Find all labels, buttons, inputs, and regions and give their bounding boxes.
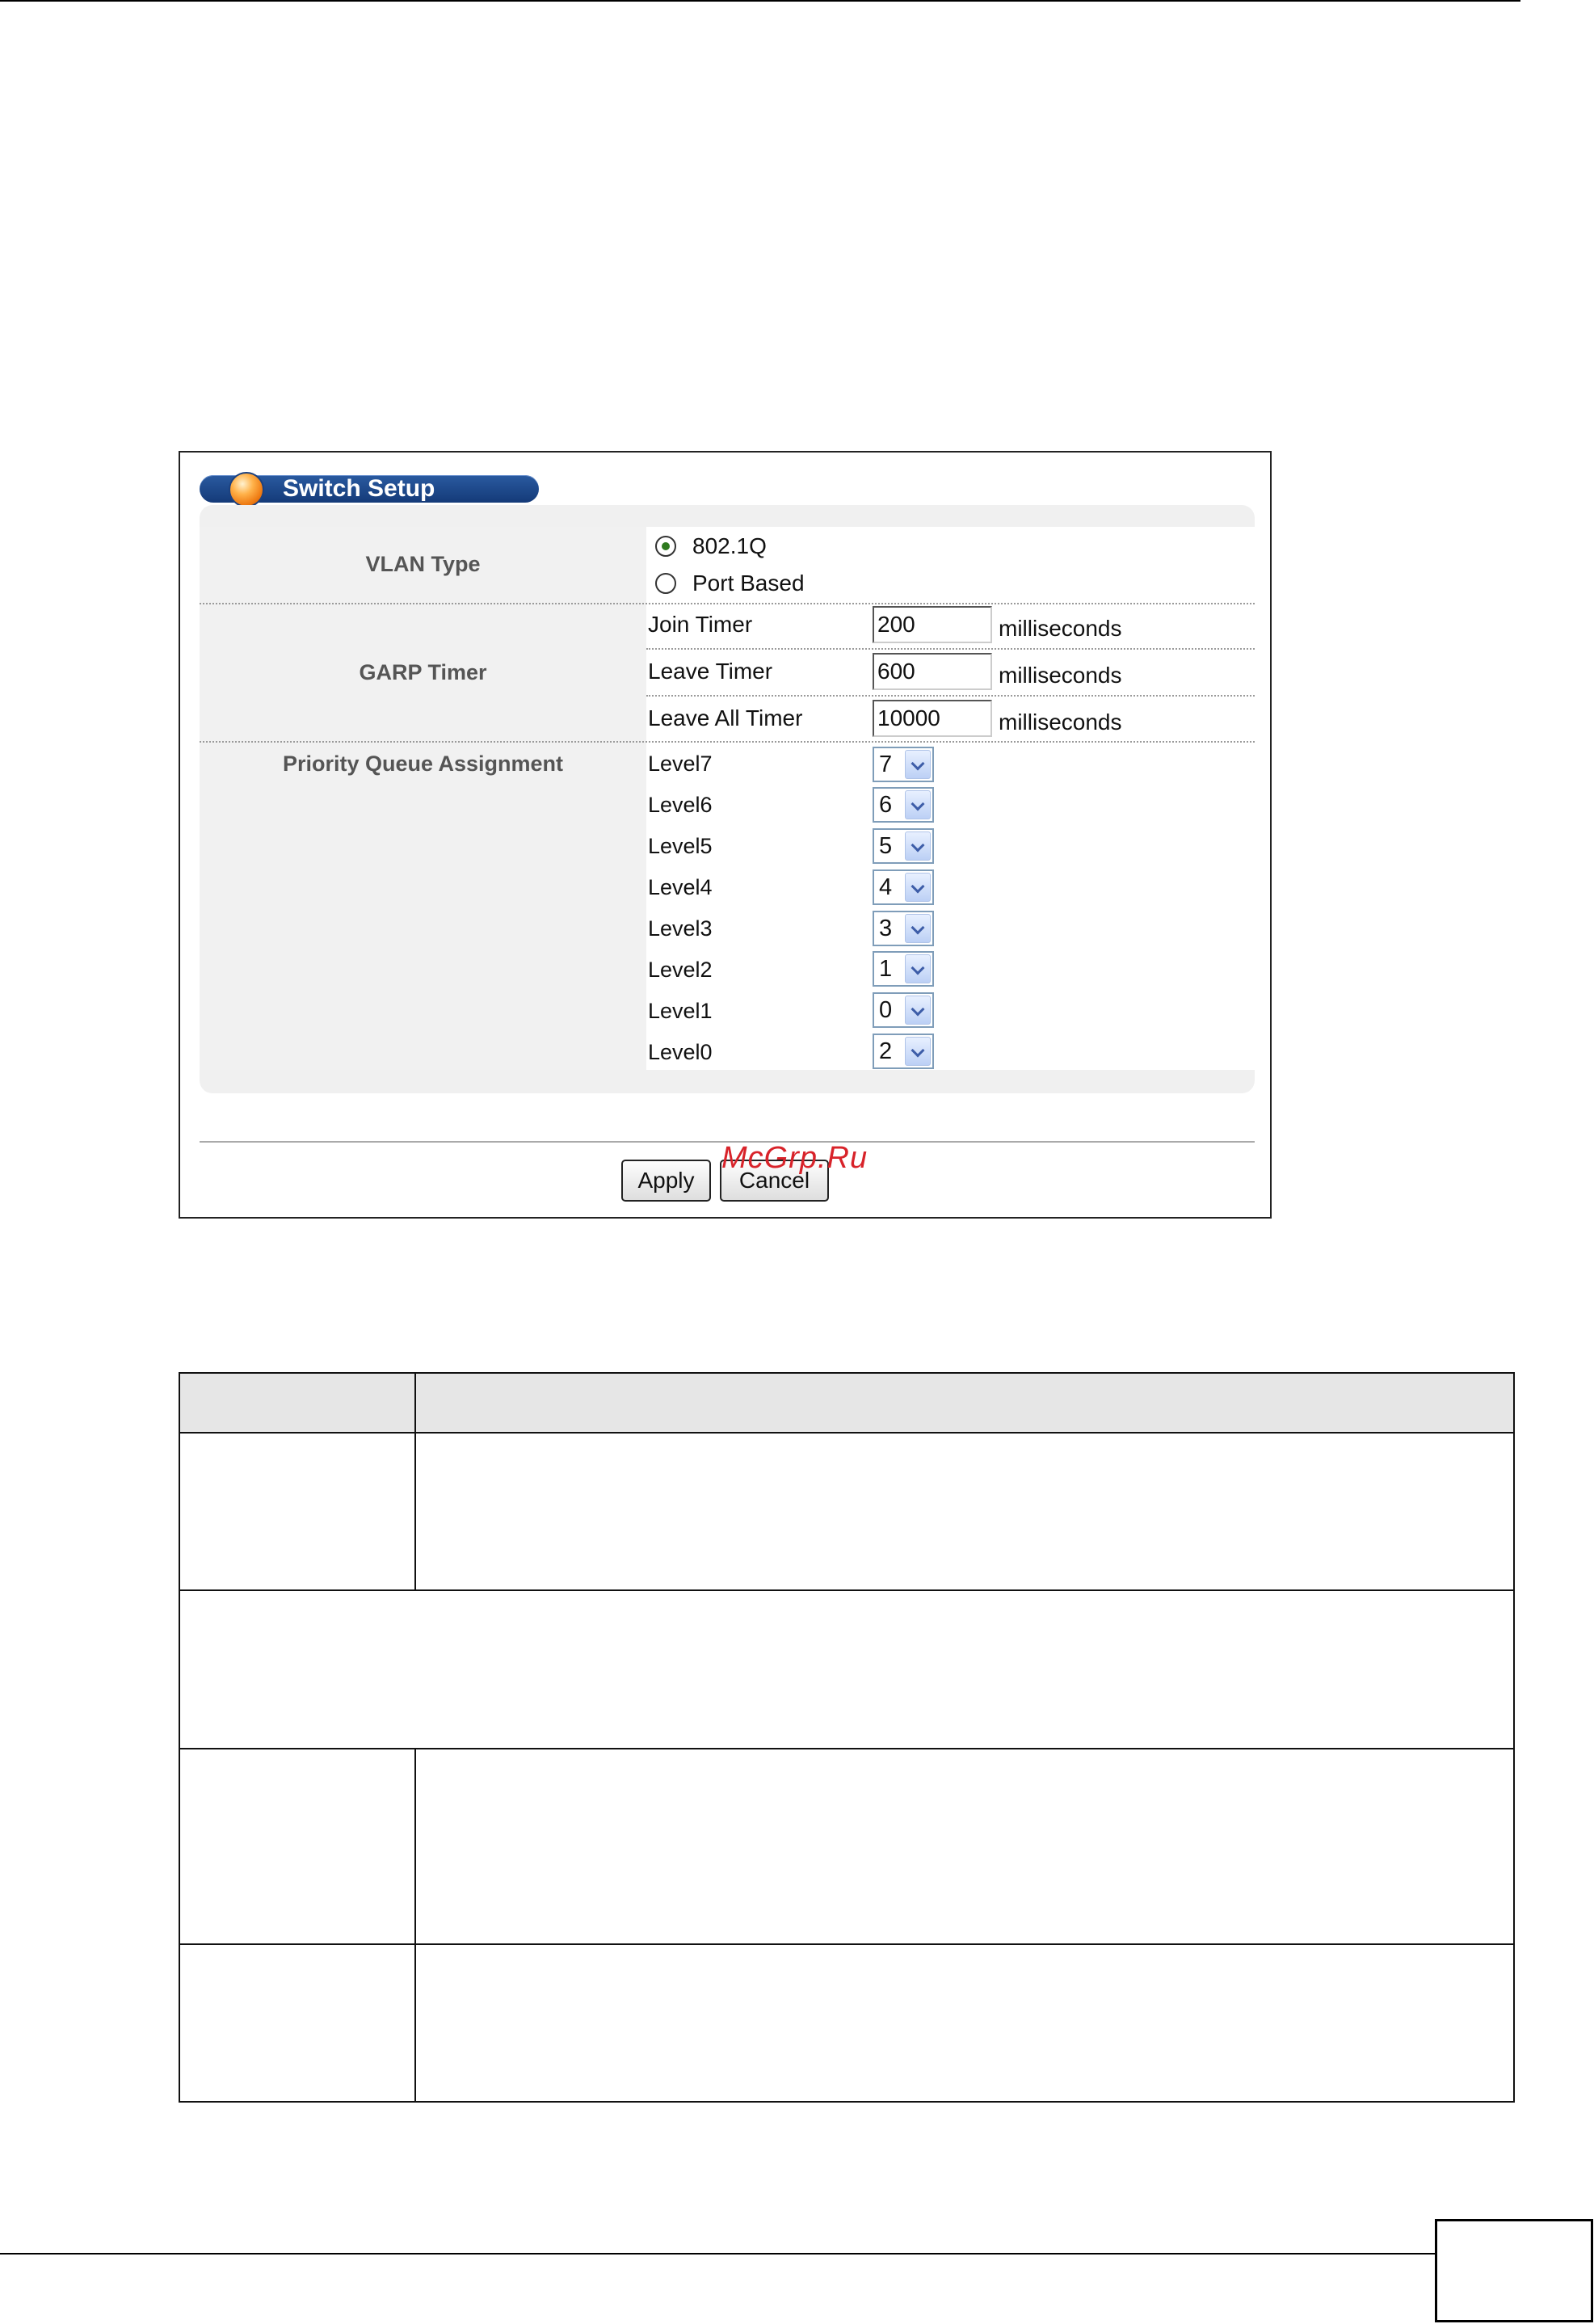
leave-timer-label: Leave Timer bbox=[648, 659, 773, 684]
level1-select[interactable] bbox=[873, 992, 934, 1028]
level5-select[interactable] bbox=[873, 828, 934, 864]
level0-value: 2 bbox=[879, 1038, 893, 1064]
leave-all-timer-label: Leave All Timer bbox=[648, 705, 803, 730]
apply-button[interactable]: Apply bbox=[621, 1160, 711, 1202]
table-column-divider bbox=[414, 1372, 416, 1589]
join-timer-unit: milliseconds bbox=[999, 616, 1122, 641]
table-column-divider bbox=[414, 1748, 416, 2103]
row-divider bbox=[200, 603, 1255, 604]
level2-label: Level2 bbox=[648, 958, 713, 982]
level6-select[interactable] bbox=[873, 787, 934, 823]
row-divider bbox=[646, 695, 1255, 697]
level7-value: 7 bbox=[879, 752, 893, 777]
vlan-8021q-label: 802.1Q bbox=[692, 533, 767, 558]
description-table bbox=[179, 1372, 1515, 2103]
join-timer-input[interactable]: 200 bbox=[873, 606, 992, 643]
table-row-divider bbox=[179, 1589, 1515, 1591]
level4-label: Level4 bbox=[648, 875, 713, 899]
priority-queue-label: Priority Queue Assignment bbox=[282, 752, 564, 776]
level3-value: 3 bbox=[879, 916, 893, 941]
vlan-port-based-label: Port Based bbox=[692, 570, 805, 596]
chevron-down-icon[interactable] bbox=[905, 873, 931, 902]
vlan-port-based-radio[interactable] bbox=[655, 573, 676, 594]
level2-value: 1 bbox=[879, 956, 893, 982]
header-rule bbox=[0, 0, 1520, 2]
leave-timer-unit: milliseconds bbox=[999, 663, 1122, 688]
level4-select[interactable] bbox=[873, 869, 934, 905]
level3-label: Level3 bbox=[648, 916, 713, 941]
level0-label: Level0 bbox=[648, 1040, 713, 1064]
chevron-down-icon[interactable] bbox=[905, 1037, 931, 1066]
level1-label: Level1 bbox=[648, 999, 713, 1023]
row-divider bbox=[200, 741, 1255, 743]
watermark: McGrp.Ru bbox=[721, 1141, 868, 1175]
level5-value: 5 bbox=[879, 833, 893, 859]
chevron-down-icon[interactable] bbox=[905, 996, 931, 1025]
level5-label: Level5 bbox=[648, 834, 713, 858]
level1-value: 0 bbox=[879, 997, 893, 1023]
title-orb-icon bbox=[229, 472, 264, 507]
leave-all-timer-unit: milliseconds bbox=[999, 709, 1122, 735]
level4-value: 4 bbox=[879, 874, 893, 900]
page-number-box bbox=[1435, 2219, 1593, 2322]
settings-label-column bbox=[200, 527, 646, 1070]
vlan-8021q-radio[interactable] bbox=[655, 536, 676, 557]
level7-label: Level7 bbox=[648, 752, 713, 776]
chevron-down-icon[interactable] bbox=[905, 750, 931, 779]
level7-select[interactable] bbox=[873, 747, 934, 782]
garp-timer-label: GARP Timer bbox=[359, 660, 487, 684]
level3-select[interactable] bbox=[873, 911, 934, 946]
row-divider bbox=[646, 648, 1255, 650]
level0-select[interactable] bbox=[873, 1034, 934, 1069]
level6-value: 6 bbox=[879, 792, 893, 818]
footer-rule bbox=[0, 2253, 1435, 2255]
chevron-down-icon[interactable] bbox=[905, 914, 931, 943]
table-row-divider bbox=[179, 1943, 1515, 1945]
level6-label: Level6 bbox=[648, 793, 713, 817]
table-header-row bbox=[179, 1372, 1515, 1434]
cancel-button[interactable]: Cancel bbox=[720, 1160, 829, 1202]
chevron-down-icon[interactable] bbox=[905, 790, 931, 819]
table-row-divider bbox=[179, 1748, 1515, 1749]
page-title: Switch Setup bbox=[283, 475, 435, 502]
join-timer-label: Join Timer bbox=[648, 612, 753, 637]
leave-timer-input[interactable]: 600 bbox=[873, 653, 992, 690]
chevron-down-icon[interactable] bbox=[905, 954, 931, 983]
vlan-type-label: VLAN Type bbox=[365, 552, 481, 576]
chevron-down-icon[interactable] bbox=[905, 832, 931, 861]
level2-select[interactable] bbox=[873, 951, 934, 987]
leave-all-timer-input[interactable]: 10000 bbox=[873, 700, 992, 737]
